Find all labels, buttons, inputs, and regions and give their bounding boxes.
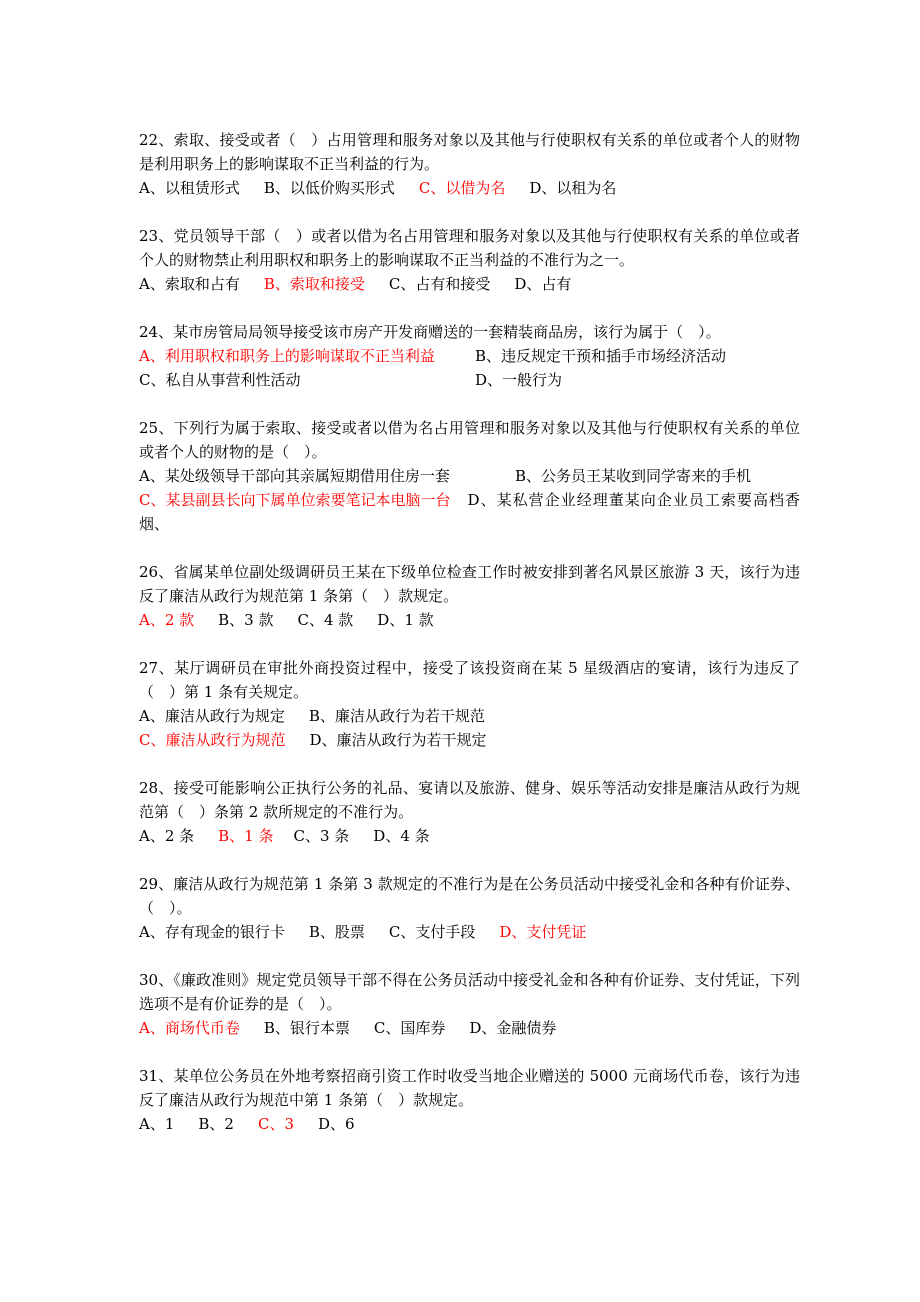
option-b-correct: B、索取和接受: [263, 275, 365, 293]
question-23: [139, 224, 800, 296]
option-b: B、2: [198, 1115, 234, 1133]
question-stem: 24、某市房管局局领导接受该市房产开发商赠送的一套精装商品房，该行为属于（ ）。: [139, 323, 721, 341]
option-b: B、违反规定干预和插手市场经济活动: [475, 347, 727, 365]
option-a: A、以租赁形式: [139, 179, 240, 197]
option-b: B、3 款: [218, 611, 274, 629]
option-a: A、2 条: [139, 827, 195, 845]
options-line: [139, 176, 800, 200]
option-c-correct: C、以借为名: [418, 179, 506, 197]
options-line-1: [139, 704, 800, 728]
option-a-correct: A、2 款: [139, 611, 195, 629]
question-stem: 30、《廉政准则》规定党员领导干部不得在公务员活动中接受礼金和各种有价证券、支付凭证，下列选项不是有价证券的是（ ）。: [139, 971, 800, 1013]
question-stem: 28、接受可能影响公正执行公务的礼品、宴请以及旅游、健身、娱乐等活动安排是廉洁从政行为规范第（ ）条第 2 款所规定的不准行为。: [139, 779, 800, 821]
option-c: C、支付手段: [388, 923, 476, 941]
options-line: [139, 1016, 800, 1040]
option-c: C、国库券: [373, 1019, 446, 1037]
option-b: B、银行本票: [263, 1019, 350, 1037]
question-30: [139, 968, 800, 1040]
options-line: [139, 608, 800, 632]
option-b: B、股票: [308, 923, 365, 941]
question-26: [139, 560, 800, 632]
options-row-2: [139, 368, 800, 392]
option-d: D、一般行为: [475, 371, 563, 389]
question-stem: 29、廉洁从政行为规范第 1 条第 3 款规定的不准行为是在公务员活动中接受礼金和各种有价证券、（ ）。: [139, 875, 800, 917]
option-d: D、某私营企业经理董某向企业员工索要高档香烟、: [139, 491, 800, 533]
option-d: D、1 款: [377, 611, 434, 629]
options-line: [139, 1112, 800, 1136]
options-line: [139, 272, 800, 296]
option-c: C、占有和接受: [388, 275, 491, 293]
option-a: A、1: [139, 1115, 175, 1133]
option-b: B、廉洁从政行为若干规范: [308, 707, 485, 725]
question-24: [139, 320, 800, 392]
question-27: [139, 656, 800, 752]
option-a-correct: A、利用职权和职务上的影响谋取不正当利益: [139, 347, 435, 365]
option-c: C、4 款: [297, 611, 354, 629]
option-a: A、廉洁从政行为规定: [139, 707, 285, 725]
question-28: [139, 776, 800, 848]
options-row-1: [139, 464, 800, 488]
option-c: C、3 条: [293, 827, 350, 845]
option-a: A、某处级领导干部向其亲属短期借用住房一套: [139, 467, 450, 485]
question-22: [139, 128, 800, 200]
question-stem: 26、省属某单位副处级调研员王某在下级单位检查工作时被安排到著名风景区旅游 3 天，该行为违反了廉洁从政行为规范第 1 条第（ ）款规定。: [139, 563, 800, 605]
question-stem: 23、党员领导干部（ ）或者以借为名占用管理和服务对象以及其他与行使职权有关系的单位或者个人的财物禁止利用职权和职务上的影响谋取不正当利益的不准行为之一。: [139, 227, 800, 269]
options-row-2: [139, 488, 800, 536]
option-b-correct: B、1 条: [218, 827, 274, 845]
question-stem: 25、下列行为属于索取、接受或者以借为名占用管理和服务对象以及其他与行使职权有关系的单位或者个人的财物的是（ ）。: [139, 419, 800, 461]
option-d-correct: D、支付凭证: [499, 923, 587, 941]
option-d: D、6: [318, 1115, 355, 1133]
option-c: C、私自从事营利性活动: [139, 371, 301, 389]
option-d: D、4 条: [373, 827, 430, 845]
question-stem: 27、某厅调研员在审批外商投资过程中，接受了该投资商在某 5 星级酒店的宴请，该行为违反了（ ）第 1 条有关规定。: [139, 659, 800, 701]
option-c-correct: C、3: [257, 1115, 294, 1133]
option-d: D、金融债券: [469, 1019, 557, 1037]
option-d: D、以租为名: [529, 179, 617, 197]
question-29: [139, 872, 800, 944]
options-line: [139, 920, 800, 944]
options-line: [139, 824, 800, 848]
question-stem: 31、某单位公务员在外地考察招商引资工作时收受当地企业赠送的 5000 元商场代币卷，该行为违反了廉洁从政行为规范中第 1 条第（ ）款规定。: [139, 1067, 800, 1109]
option-b: B、公务员王某收到同学寄来的手机: [515, 467, 752, 485]
option-c-correct: C、某县副县长向下属单位索要笔记本电脑一台: [139, 491, 451, 509]
question-stem: 22、索取、接受或者（ ）占用管理和服务对象以及其他与行使职权有关系的单位或者个人的财物是利用职务上的影响谋取不正当利益的行为。: [139, 131, 800, 173]
option-a: A、存有现金的银行卡: [139, 923, 285, 941]
option-a-correct: A、商场代币卷: [139, 1019, 240, 1037]
option-d: D、廉洁从政行为若干规定: [309, 731, 487, 749]
options-line-2: [139, 728, 800, 752]
option-d: D、占有: [514, 275, 572, 293]
option-b: B、以低价购买形式: [263, 179, 395, 197]
option-a: A、索取和占有: [139, 275, 240, 293]
option-c-correct: C、廉洁从政行为规范: [139, 731, 286, 749]
question-31: [139, 1064, 800, 1136]
question-25: [139, 416, 800, 536]
options-row-1: [139, 344, 800, 368]
